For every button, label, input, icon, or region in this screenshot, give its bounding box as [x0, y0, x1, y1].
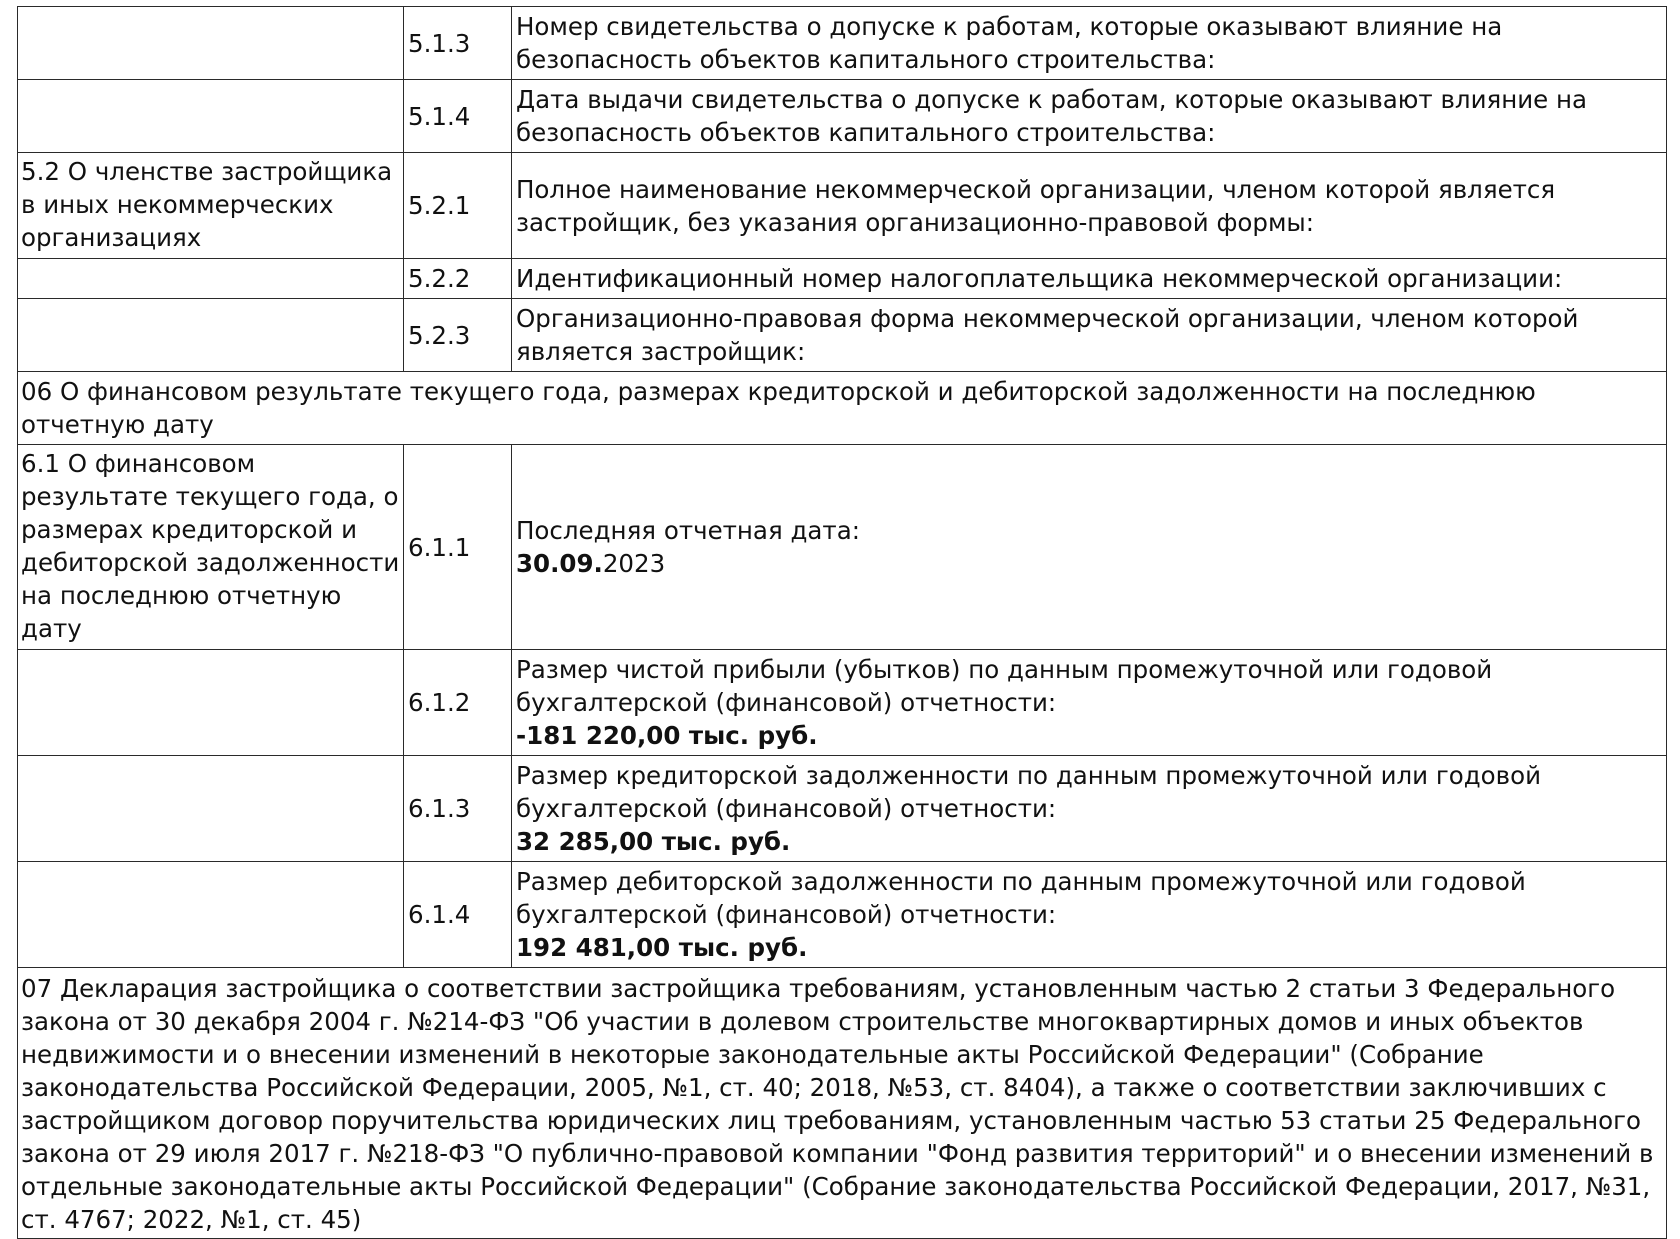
- section-cell-empty: [18, 299, 404, 372]
- section-cell-empty: [18, 80, 404, 153]
- section-cell-empty: [18, 862, 404, 968]
- item-value: [516, 547, 1663, 580]
- item-value-rest: 2023: [602, 549, 666, 578]
- section-title: 5.2 О членстве застройщика в иных некоммерческих организациях: [18, 153, 404, 259]
- item-description: Полное наименование некоммерческой организации, членом которой является застройщик, без указания организационно-правовой формы:: [512, 153, 1667, 259]
- item-value: -181 220,00 тыс. руб.: [516, 721, 818, 750]
- item-number: 5.2.1: [404, 153, 512, 259]
- item-label: Размер дебиторской задолженности по данным промежуточной или годовой бухгалтерской (финансовой) отчетности:: [516, 867, 1526, 929]
- table-row: [18, 650, 1667, 756]
- item-description: Идентификационный номер налогоплательщика некоммерческой организации:: [512, 259, 1667, 299]
- item-label: Размер чистой прибыли (убытков) по данным промежуточной или годовой бухгалтерской (финансовой) отчетности:: [516, 655, 1493, 717]
- item-number: 6.1.4: [404, 862, 512, 968]
- item-value: 192 481,00 тыс. руб.: [516, 933, 808, 962]
- section-cell-empty: [18, 756, 404, 862]
- table-row: [18, 968, 1667, 1239]
- section-title: 6.1 О финансовом результате текущего года, о размерах кредиторской и дебиторской задолженности на последнюю отчетную дату: [18, 445, 404, 650]
- item-description: Организационно-правовая форма некоммерческой организации, членом которой является застройщик:: [512, 299, 1667, 372]
- item-description: [512, 445, 1667, 650]
- item-description: Номер свидетельства о допуске к работам, которые оказывают влияние на безопасность объектов капитального строительства:: [512, 7, 1667, 80]
- table-row: [18, 372, 1667, 445]
- table-row: [18, 153, 1667, 259]
- item-number: 6.1.1: [404, 445, 512, 650]
- item-label: Размер кредиторской задолженности по данным промежуточной или годовой бухгалтерской (финансовой) отчетности:: [516, 761, 1542, 823]
- item-description: [512, 650, 1667, 756]
- table-row: [18, 756, 1667, 862]
- item-number: 5.1.3: [404, 7, 512, 80]
- section-cell-empty: [18, 650, 404, 756]
- section-heading-06: 06 О финансовом результате текущего года, размерах кредиторской и дебиторской задолженности на последнюю отчетную дату: [18, 372, 1667, 445]
- item-description: [512, 862, 1667, 968]
- table-row: [18, 299, 1667, 372]
- item-value: 32 285,00 тыс. руб.: [516, 827, 791, 856]
- table-row: [18, 7, 1667, 80]
- section-heading-07: 07 Декларация застройщика о соответствии застройщика требованиям, установленным частью 2 статьи 3 Федерального закона от 30 декабря 2004 г. №214-ФЗ "Об участии в долевом строительстве многоквартирных домов и иных объектов недвижимости и о внесении изменений в некоторые законодательные акты Российской Федерации" (Собрание законодательства Российской Федерации, 2005, №1, ст. 40; 2018, №53, ст. 8404), а также о соответствии заключивших с застройщиком договор поручительства юридических лиц требованиям, установленным частью 53 статьи 25 Федерального закона от 29 июля 2017 г. №218-ФЗ "О публично-правовой компании "Фонд развития территорий" и о внесении изменений в отдельные законодательные акты Российской Федерации" (Собрание законодательства Российской Федерации, 2017, №31, ст. 4767; 2022, №1, ст. 45): [18, 968, 1667, 1239]
- item-number: 6.1.3: [404, 756, 512, 862]
- declaration-table: [17, 6, 1667, 1239]
- item-number: 5.2.2: [404, 259, 512, 299]
- item-description: Дата выдачи свидетельства о допуске к работам, которые оказывают влияние на безопасность объектов капитального строительства:: [512, 80, 1667, 153]
- item-description: [512, 756, 1667, 862]
- item-number: 6.1.2: [404, 650, 512, 756]
- item-number: 5.1.4: [404, 80, 512, 153]
- table-row: [18, 445, 1667, 650]
- item-number: 5.2.3: [404, 299, 512, 372]
- section-cell-empty: [18, 259, 404, 299]
- table-row: [18, 862, 1667, 968]
- section-cell-empty: [18, 7, 404, 80]
- table-row: [18, 259, 1667, 299]
- table-row: [18, 80, 1667, 153]
- item-label: Последняя отчетная дата:: [516, 516, 860, 545]
- item-value-bold: 30.09.: [516, 549, 603, 578]
